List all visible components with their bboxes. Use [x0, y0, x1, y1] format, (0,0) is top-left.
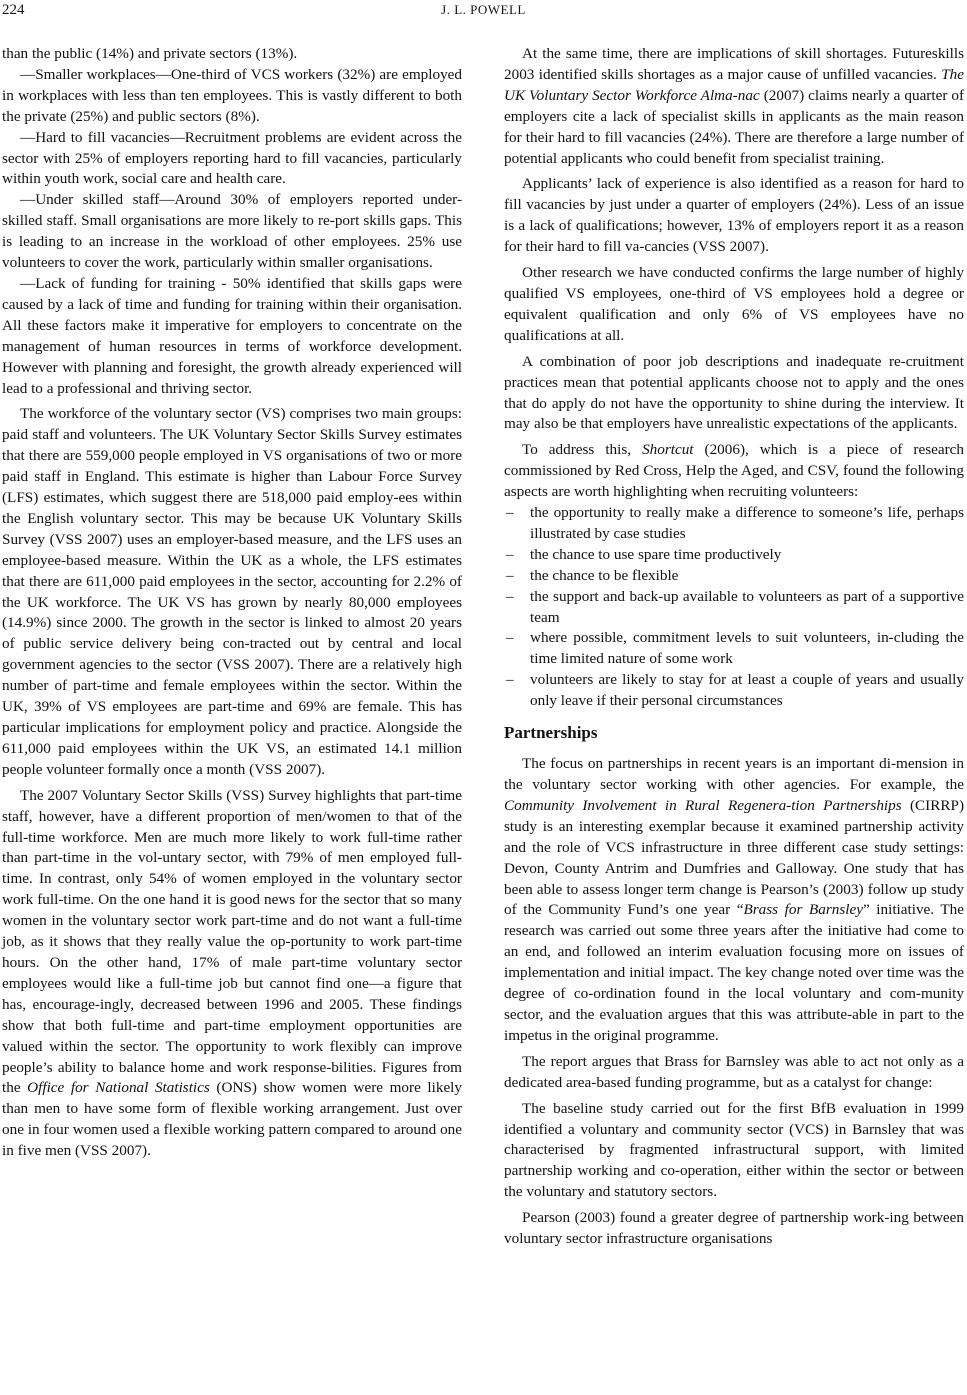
left-column [2, 44, 462, 1162]
right-column [504, 44, 964, 1250]
paragraph: —Under skilled staff—Around 30% of employers reported under-skilled staff. Small organisations are more likely to re-port skills gaps. This is leading to an increase in the workload of other employees. 25% use volunteers to cover the work, particularly within smaller organisations. [2, 191, 462, 272]
emphasis: The UK Voluntary Sector Workforce Alma-nac [504, 65, 964, 104]
paragraph: A combination of poor job descriptions and inadequate re-cruitment practices mean that potential applicants choose not to apply and the ones that do apply do not have the opportunity to shine during the interview. It may also be that employers have unrealistic expectations of the applicants. [504, 352, 964, 433]
paragraph: Applicants’ lack of experience is also identified as a reason for hard to fill vacancies by just under a quarter of employers (24%). Less of an issue is a lack of qualifications; however, 13% of employers report it as a reason for their hard to fill va-cancies (VSS 2007). [504, 175, 964, 256]
section-heading: Partnerships [504, 723, 598, 743]
paragraph: —Lack of funding for training - 50% identified that skills gaps were caused by a lack of time and funding for training within their organisation. All these factors make it imperative for employers to concentrate on the management of human resources in terms of workforce development. However with planning and foresight, the growth already experienced will lead to a professional and thriving sector. [2, 274, 462, 397]
paragraph: than the public (14%) and private sectors (13%). [2, 45, 298, 62]
paragraph: The baseline study carried out for the first BfB evaluation in 1999 identified a voluntary and community sector (VCS) in Barnsley that was characterised by fragmented infrastructural support, with limited partnership working and co-operation, either within the sector or between the voluntary and statutory sectors. [504, 1099, 964, 1201]
text-run: The 2007 Voluntary Sector Skills (VSS) Survey highlights that part-time staff, however, have a different proportion of men/women to that of the full-time workforce. Men are much more likely to work full-time rather than part-time in the vol-untary sector, with 79% of men employed full-time. In contrast, only 54% of women employed in the voluntary sector work full-time. On the one hand it is good news for the sector that so many women in the voluntary sector work part-time and do not want a full-time job, as it shows that they really value the op-portunity to work part-time hours. On the other hand, 17% of male part-time voluntary sector employees would like a full-time job but cannot find one—a figure that has, encourage-ingly, decreased between 1996 and 2005. These findings show that both full-time and part-time employment opportunities are valued within the sector. The opportunity to work flexibly can improve people’s ability to balance home and work response-bilities. Figures from the [2, 786, 462, 1097]
list-item: – the chance to be flexible [504, 566, 964, 587]
emphasis: Shortcut [642, 441, 694, 459]
list-item: – the opportunity to really make a difference to someone’s life, perhaps illustrated by case studies [504, 503, 964, 545]
text-run: To address this, [522, 441, 643, 459]
paragraph: Pearson (2003) found a greater degree of partnership work-ing between voluntary sector infrastructure organisations [504, 1209, 964, 1248]
paragraph: Other research we have conducted confirms the large number of highly qualified VS employees, one-third of VS employees hold a degree or equivalent qualification and only 6% of VS employees have no qualifications at all. [504, 264, 964, 344]
paragraph: —Smaller workplaces—One-third of VCS workers (32%) are employed in workplaces with less than ten employees. This is vastly different to both the private (25%) and public sectors (8%). [2, 65, 462, 125]
text-run: The focus on partnerships in recent years is an important di-mension in the voluntary sector working with other agencies. For example, the [504, 755, 964, 793]
list-item: – where possible, commitment levels to suit volunteers, in-cluding the time limited nature of some work [504, 628, 964, 670]
emphasis: Community Involvement in Rural Regenera-tion Partnerships [504, 796, 902, 814]
text-run: At the same time, there are implications of skill shortages. Futureskills 2003 identified skills shortages as a major cause of unfilled vacancies. [504, 45, 964, 83]
paragraph [504, 440, 964, 503]
text-run: (CIRRP) study is an interesting exemplar because it examined partnership activity and the role of VCS infrastructure in three different case study settings: Devon, County Antrim and Dumfries and Galloway. One study that has been able to assess longer term change is Pearson’s (2003) follow up study of the Community Fund’s one year “ [504, 796, 964, 919]
list-item: – the chance to use spare time productively [504, 545, 964, 566]
text-run: (ONS) show women were more likely than men to have some form of flexible working arrangement. Just over one in four women used a flexible working pattern compared to around one in five men (VSS 2007). [2, 1079, 462, 1160]
paragraph [2, 786, 462, 1162]
bullet-list [504, 503, 964, 712]
emphasis: Brass for Barnsley [743, 901, 863, 919]
list-item: – the support and back-up available to volunteers as part of a supportive team [504, 587, 964, 629]
paragraph [504, 754, 964, 1047]
paragraph: —Hard to fill vacancies—Recruitment problems are evident across the sector with 25% of employers reporting hard to fill vacancies, particularly within youth work, social care and health care. [2, 128, 462, 188]
page-header [0, 0, 967, 30]
text-run: (2007) claims nearly a quarter of employers cite a lack of specialist skills in applicants as the main reason for their hard to fill vacancies (24%). There are therefore a large number of potential applicants who could benefit from specialist training. [504, 86, 964, 167]
paragraph: The workforce of the voluntary sector (VS) comprises two main groups: paid staff and volunteers. The UK Voluntary Sector Skills Survey estimates that there are 559,000 people employed in VS organisations of two or more paid staff in England. This estimate is higher than Labour Force Survey (LFS) estimates, which suggest there are 518,000 paid employ-ees within the English voluntary sector. This may be because UK Voluntary Skills Survey (VSS 2007) uses an employer-based measure, and the LFS uses an employee-based measure. Within the UK as a whole, the LFS estimates that there are 611,000 paid employees in the sector, accounting for 2.2% of the UK workforce. The UK VS has grown by nearly 80,000 employees (14.9%) since 2000. The growth in the sector is linked to almost 20 years of public service delivery being con-tracted out by central and local government agencies to the sector (VSS 2007). There are a relatively high number of part-time and female employees within the sector. Within the UK, 39% of VS employees are part-time and 69% are female. This has particular implications for employment policy and practice. Alongside the 611,000 paid employees within the UK VS, an estimated 14.1 million people volunteer formally once a month (VSS 2007). [2, 405, 462, 778]
paragraph [504, 44, 964, 169]
running-head: J. L. POWELL [441, 2, 526, 17]
paragraph: The report argues that Brass for Barnsley was able to act not only as a dedicated area-based funding programme, but as a catalyst for change: [504, 1052, 964, 1091]
emphasis: Office for National Statistics [27, 1079, 210, 1097]
text-run: (2006), which is a piece of research commissioned by Red Cross, Help the Aged, and CSV, found the following aspects are worth highlighting when recruiting volunteers: [504, 441, 964, 501]
list-item: – volunteers are likely to stay for at least a couple of years and usually only leave if their personal circumstances [504, 670, 964, 712]
text-run: ” initiative. The research was carried out some three years after the initiative had come to an end, and followed an interim evaluation focusing more on issues of implementation and initial impact. The key change noted over time was the degree of co-ordination found in the local voluntary and com-munity sector, and the evaluation argues that this was attribute-able in part to the impetus in the original programme. [504, 901, 965, 1044]
page-number: 224 [2, 2, 25, 18]
